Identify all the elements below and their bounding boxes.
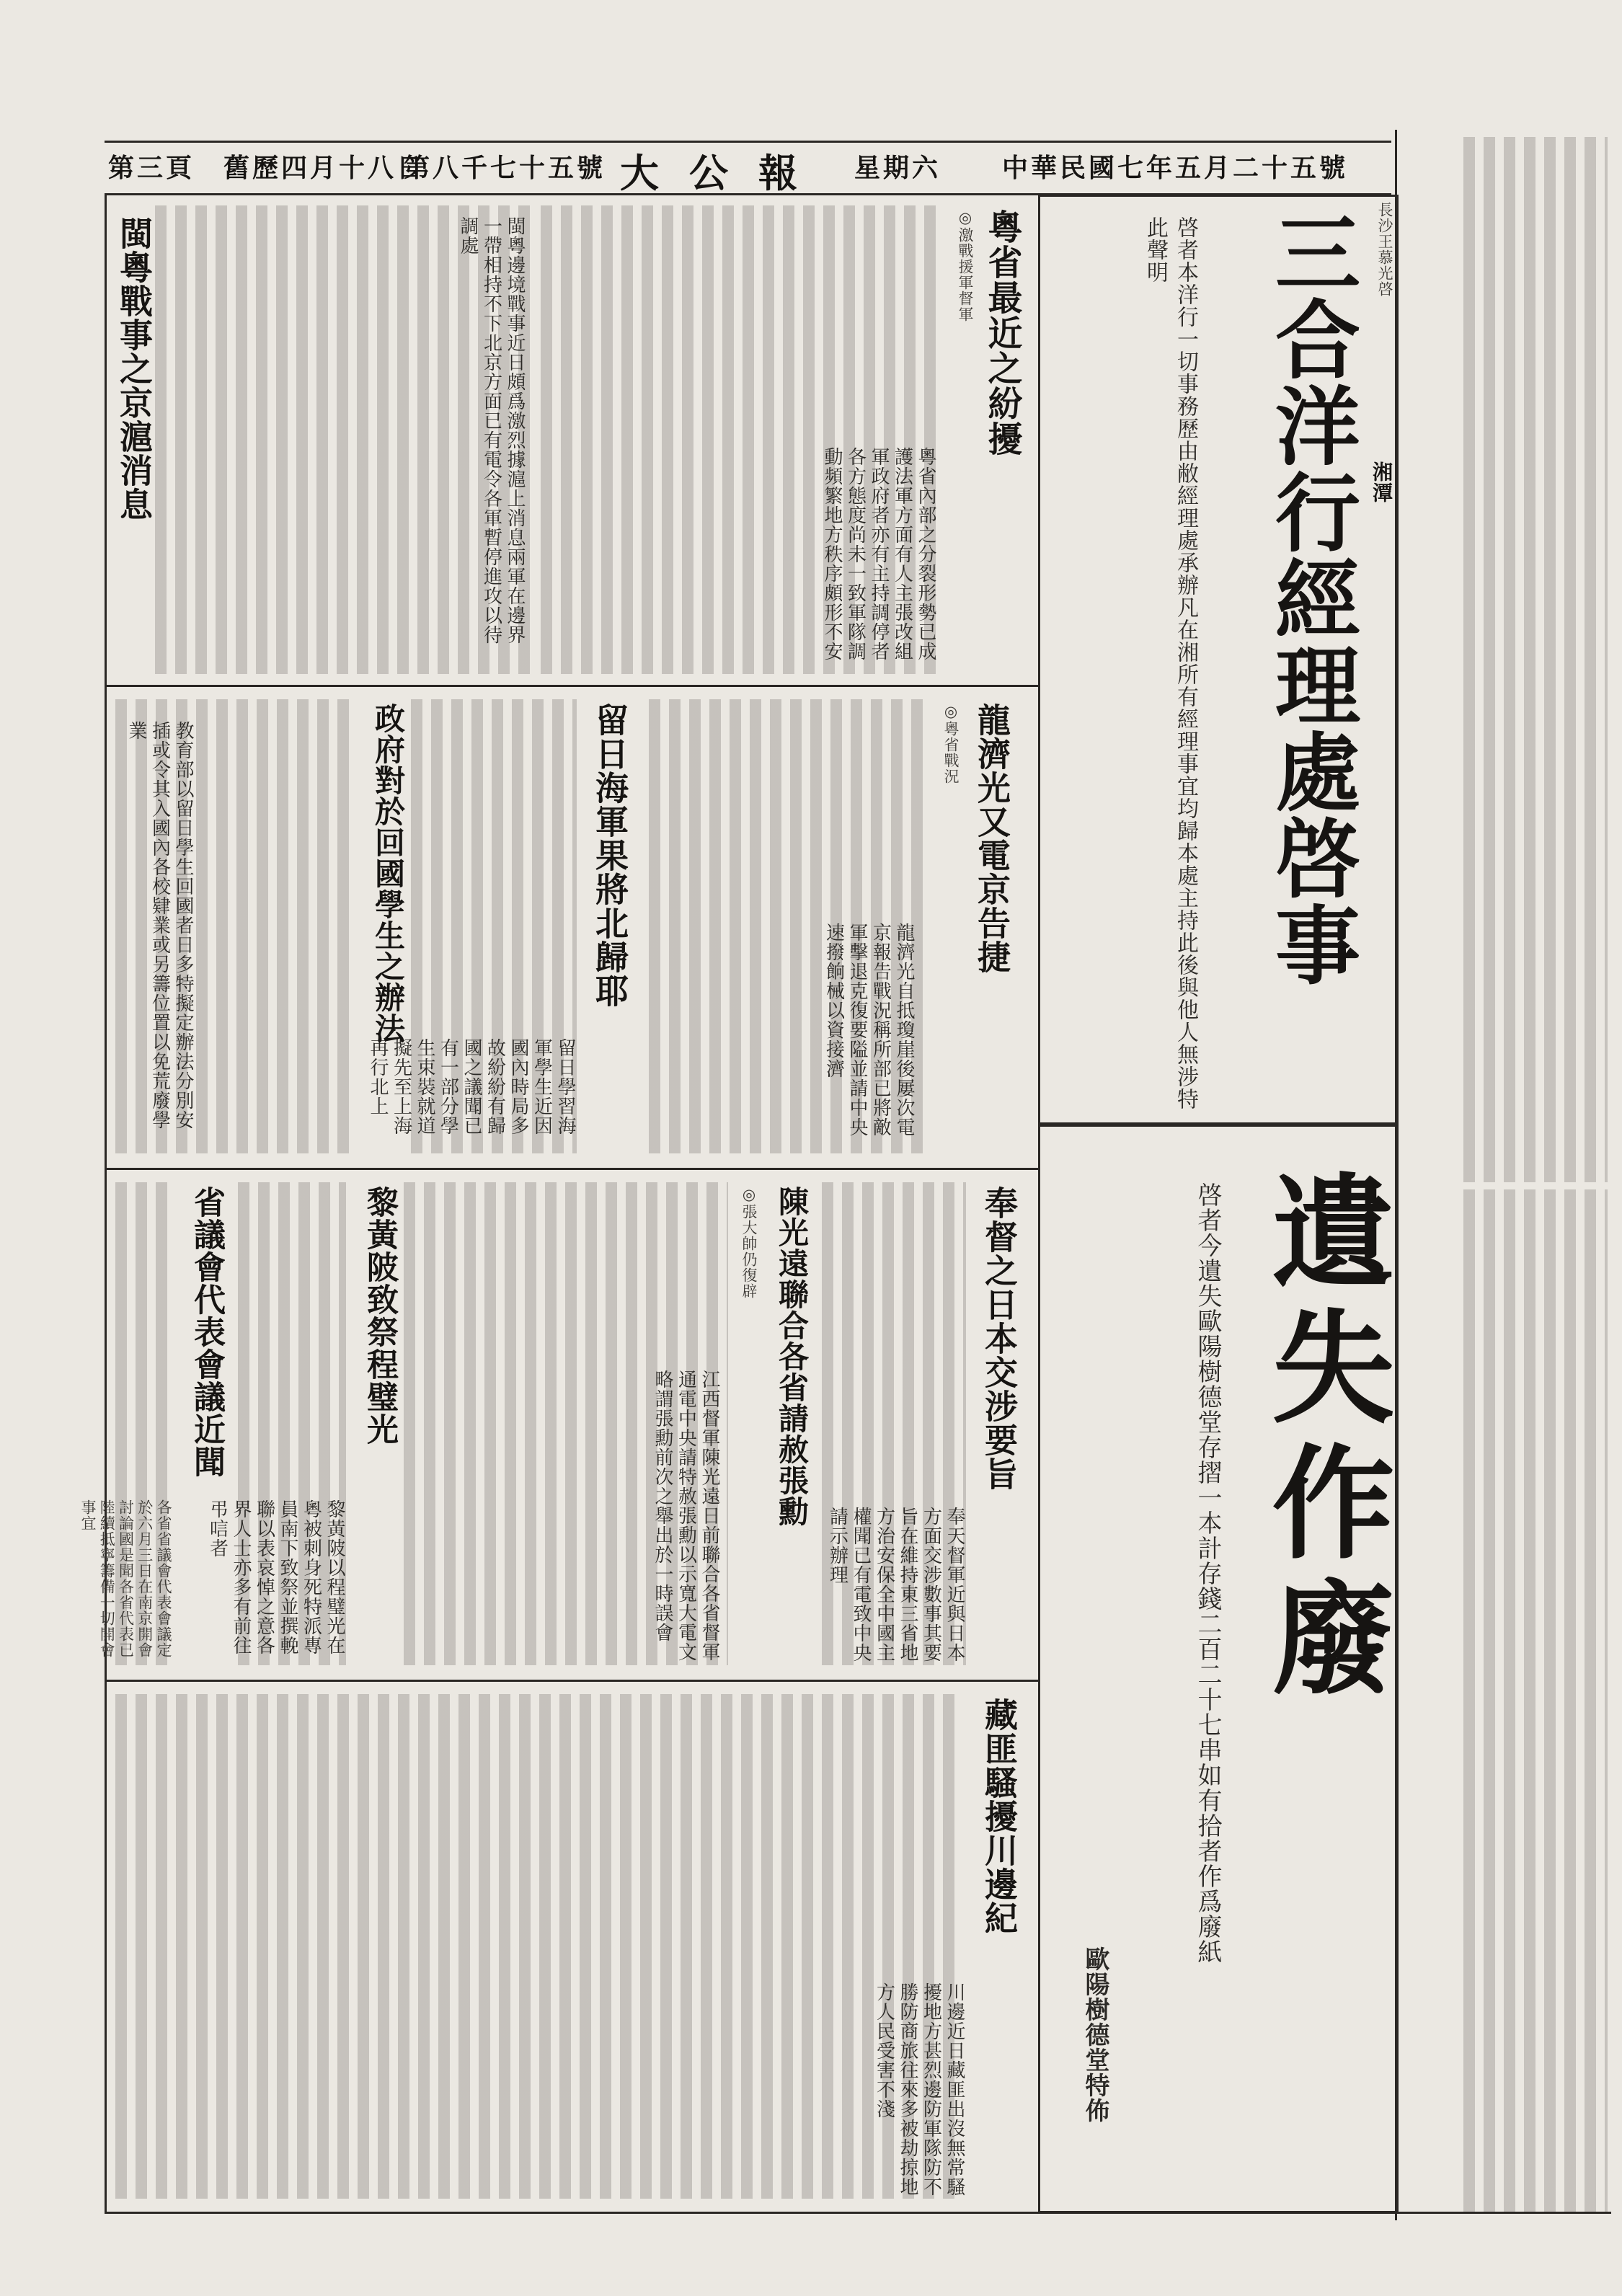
bottom-rule bbox=[105, 2212, 1611, 2214]
left-margin-rule bbox=[105, 195, 107, 2213]
article-1-title: 粵省最近之紛擾 bbox=[982, 209, 1022, 456]
article-4-title: 留日海軍果將北歸耶 bbox=[590, 703, 629, 1008]
article-9-body: 各省省議會代表會議定於六月三日在南京開會討論國是聞各省代表已陸續抵寧籌備一切開會事宜 bbox=[79, 1499, 172, 1658]
section-divider-1 bbox=[105, 685, 1038, 687]
article-5-title: 政府對於回國學生之辦法 bbox=[371, 703, 406, 1044]
lost-ad-body: 啓者今遺失歐陽樹德堂存摺一本計存錢二百二十七串如有拾者作爲廢紙 bbox=[1193, 1182, 1222, 1964]
article-2-body: 閩粵邊境戰事近日頗爲激烈據滬上消息兩軍在邊界一帶相持不下北京方面已有電令各軍暫停進攻以待調處 bbox=[457, 216, 526, 644]
right-edge-text-texture bbox=[1463, 137, 1608, 1182]
paper-name: 大公報 bbox=[620, 150, 828, 196]
weekday: 星期六 bbox=[854, 153, 941, 183]
article-8-body: 黎黃陂以程璧光在粵被刺身死特派專員南下致祭並撰輓聯以表哀悼之意各界人士亦多有前往弔唁者 bbox=[206, 1499, 345, 1655]
article-10-title: 藏匪騷擾川邊紀 bbox=[980, 1698, 1019, 1935]
article-3-subtitle: ◎粵省戰況 bbox=[942, 703, 960, 784]
sanhe-ad-body: 啓者本洋行一切事務歷由敝經理處承辦凡在湘所有經理事宜均歸本處主持此後與他人無涉特此聲明 bbox=[1143, 216, 1198, 1110]
article-1-body: 粵省內部之分裂形勢已成護法軍方面有人主張改組軍政府者亦有主持調停者各方態度尚未一致軍隊調動頻繁地方秩序頗形不安 bbox=[821, 447, 936, 661]
article-6-title: 奉督之日本交涉要旨 bbox=[980, 1186, 1019, 1491]
article-7-title: 陳光遠聯合各省請赦張勳 bbox=[774, 1186, 810, 1527]
lunar-date: 舊歷四月十八日 bbox=[223, 153, 426, 183]
sanhe-prefix: 湘潭 bbox=[1370, 461, 1393, 503]
section-divider-3 bbox=[105, 1680, 1038, 1682]
lost-ad-title: 遺失作廢 bbox=[1251, 1168, 1395, 1710]
page-label: 第三頁 bbox=[108, 153, 195, 183]
section-divider-2 bbox=[105, 1168, 1038, 1170]
article-2-title: 閩粵戰事之京滬消息 bbox=[115, 216, 154, 521]
article-5-body: 教育部以留日學生回國者日多特擬定辦法分別安插或令其入國內各校肄業或另籌位置以免荒廢學業 bbox=[125, 721, 194, 1130]
article-4-body: 留日學習海軍學生近因國內時局多故紛紛有歸國之議聞已有一部分學生束裝就道擬先至上海再行北上 bbox=[367, 1038, 576, 1135]
right-edge-text-texture-lower bbox=[1463, 1189, 1608, 2213]
article-10-body: 川邊近日藏匪出沒無常騷擾地方甚烈邊防軍隊防不勝防商旅往來多被劫掠地方人民受害不淺 bbox=[873, 1982, 965, 2197]
article-6-body: 奉天督軍近與日本方面交涉數事其要旨在維持東三省地方治安保全中國主權聞已有電致中央請示辦理 bbox=[826, 1507, 965, 1662]
article-1-subtitle: ◎激戰援軍督軍 bbox=[957, 209, 974, 322]
article-8-title: 黎黃陂致祭程璧光 bbox=[361, 1186, 398, 1445]
article-7-subtitle: ◎張大帥仍復辟 bbox=[740, 1186, 758, 1299]
solar-date: 中華民國七年五月二十五號 bbox=[1002, 153, 1349, 183]
sanhe-top-small: 長沙王慕光啓 bbox=[1376, 202, 1393, 297]
article-9-title: 省議會代表會議近聞 bbox=[188, 1186, 225, 1478]
lost-ad-sign: 歐陽樹德堂特佈 bbox=[1081, 1946, 1109, 2123]
article-7-body: 江西督軍陳光遠日前聯合各省督軍通電中央請特赦張勳以示寬大電文略謂張勳前次之舉出於一時誤會 bbox=[652, 1370, 720, 1662]
article-3-title: 龍濟光又電京告捷 bbox=[972, 703, 1011, 974]
article-10-text bbox=[115, 1694, 959, 2199]
sanhe-ad-title: 三合洋行經理處啓事 bbox=[1261, 209, 1361, 988]
article-3-body: 龍濟光自抵瓊崖後屢次電京報告戰況稱所部已將敵軍擊退克復要隘並請中央速撥餉械以資接濟 bbox=[823, 923, 915, 1137]
issue-number: 第八千七十五號 bbox=[404, 153, 606, 183]
